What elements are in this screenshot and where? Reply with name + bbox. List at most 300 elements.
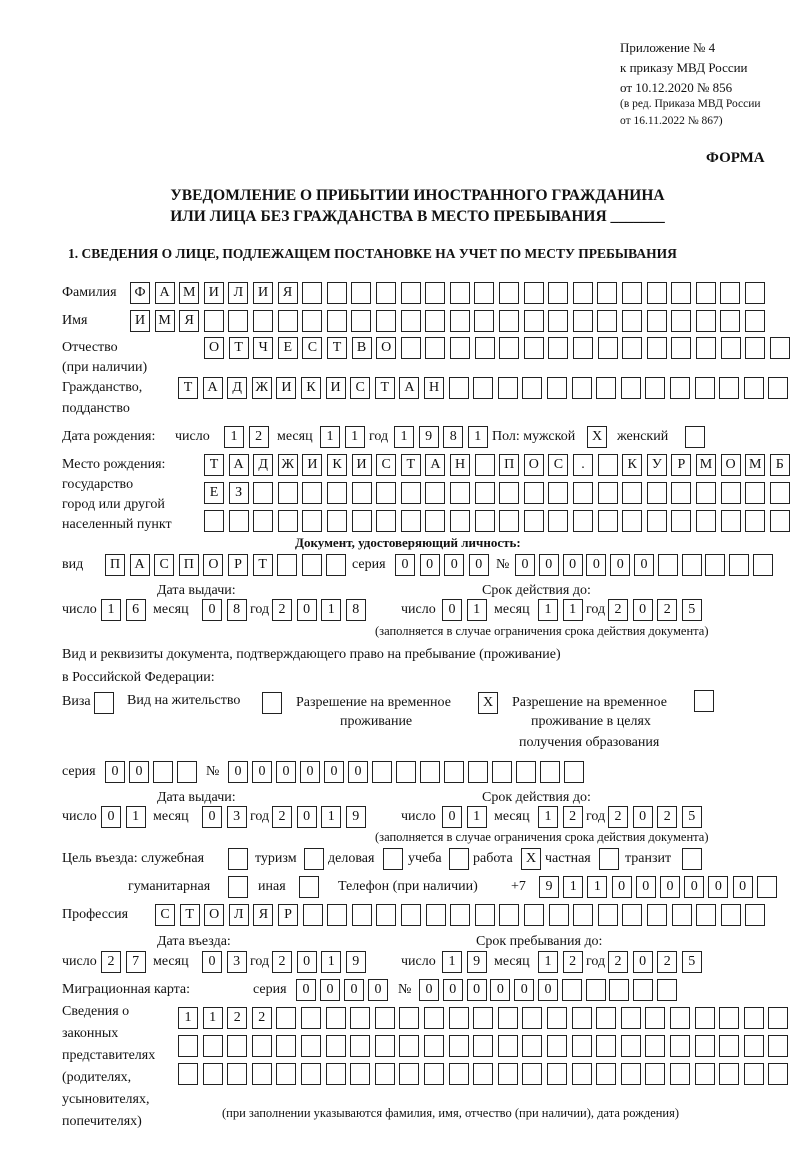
char-cell[interactable]: 8 — [346, 599, 366, 621]
char-cell[interactable] — [573, 310, 593, 332]
char-cell[interactable] — [705, 554, 725, 576]
char-cell[interactable] — [573, 337, 593, 359]
char-cell[interactable] — [327, 310, 347, 332]
char-cell[interactable]: 0 — [684, 876, 704, 898]
char-cell[interactable]: М — [745, 454, 765, 476]
char-cell[interactable] — [475, 454, 495, 476]
char-cell[interactable]: 1 — [563, 599, 583, 621]
char-cell[interactable]: Т — [204, 454, 224, 476]
char-cell[interactable] — [720, 310, 740, 332]
char-cell[interactable]: 1 — [394, 426, 414, 448]
char-cell[interactable]: 0 — [708, 876, 728, 898]
char-cell[interactable]: К — [327, 454, 347, 476]
char-cell[interactable]: И — [352, 454, 372, 476]
char-cell[interactable]: О — [204, 337, 224, 359]
char-cell[interactable]: 0 — [633, 599, 653, 621]
char-cell[interactable]: 2 — [249, 426, 269, 448]
char-cell[interactable] — [227, 1035, 247, 1057]
char-cell[interactable] — [721, 337, 741, 359]
char-cell[interactable] — [682, 554, 702, 576]
char-cell[interactable] — [768, 1007, 788, 1029]
char-cell[interactable] — [425, 482, 445, 504]
char-cell[interactable]: 0 — [442, 806, 462, 828]
char-cell[interactable]: 8 — [443, 426, 463, 448]
char-cell[interactable]: О — [376, 337, 396, 359]
char-cell[interactable] — [622, 904, 642, 926]
char-cell[interactable]: 0 — [296, 979, 316, 1001]
char-cell[interactable] — [228, 310, 248, 332]
char-cell[interactable] — [564, 761, 584, 783]
char-cell[interactable] — [745, 482, 765, 504]
char-cell[interactable] — [744, 377, 764, 399]
char-cell[interactable] — [350, 1063, 370, 1085]
char-cell[interactable]: Т — [375, 377, 395, 399]
char-cell[interactable] — [178, 1035, 198, 1057]
char-cell[interactable]: 0 — [202, 951, 222, 973]
char-cell[interactable]: С — [302, 337, 322, 359]
char-cell[interactable] — [301, 1007, 321, 1029]
char-cell[interactable]: 0 — [444, 554, 464, 576]
char-cell[interactable] — [744, 1063, 764, 1085]
char-cell[interactable] — [375, 1063, 395, 1085]
char-cell[interactable]: 0 — [633, 806, 653, 828]
char-cell[interactable] — [682, 848, 702, 870]
char-cell[interactable] — [696, 337, 716, 359]
char-cell[interactable] — [498, 1035, 518, 1057]
char-cell[interactable] — [522, 1063, 542, 1085]
char-cell[interactable] — [547, 1063, 567, 1085]
char-cell[interactable] — [645, 377, 665, 399]
char-cell[interactable]: 9 — [467, 951, 487, 973]
char-cell[interactable] — [548, 510, 568, 532]
char-cell[interactable]: . — [573, 454, 593, 476]
char-cell[interactable]: А — [155, 282, 175, 304]
char-cell[interactable]: 1 — [467, 599, 487, 621]
char-cell[interactable] — [352, 510, 372, 532]
char-cell[interactable] — [685, 426, 705, 448]
char-cell[interactable] — [401, 904, 421, 926]
char-cell[interactable] — [262, 692, 282, 714]
char-cell[interactable]: 1 — [321, 806, 341, 828]
char-cell[interactable] — [498, 1007, 518, 1029]
char-cell[interactable]: 1 — [563, 876, 583, 898]
char-cell[interactable] — [425, 337, 445, 359]
char-cell[interactable] — [396, 761, 416, 783]
char-cell[interactable] — [474, 310, 494, 332]
char-cell[interactable] — [573, 282, 593, 304]
char-cell[interactable] — [450, 904, 470, 926]
char-cell[interactable] — [475, 337, 495, 359]
char-cell[interactable] — [153, 761, 173, 783]
char-cell[interactable] — [278, 510, 298, 532]
char-cell[interactable] — [745, 904, 765, 926]
char-cell[interactable]: 5 — [682, 951, 702, 973]
char-cell[interactable] — [376, 482, 396, 504]
char-cell[interactable] — [302, 510, 322, 532]
char-cell[interactable] — [473, 377, 493, 399]
char-cell[interactable]: 0 — [202, 599, 222, 621]
char-cell[interactable] — [499, 337, 519, 359]
char-cell[interactable] — [671, 482, 691, 504]
char-cell[interactable]: Д — [253, 454, 273, 476]
char-cell[interactable] — [278, 310, 298, 332]
char-cell[interactable] — [671, 282, 691, 304]
char-cell[interactable]: С — [154, 554, 174, 576]
char-cell[interactable] — [757, 876, 777, 898]
char-cell[interactable]: 0 — [320, 979, 340, 1001]
char-cell[interactable]: 1 — [321, 599, 341, 621]
char-cell[interactable]: 6 — [126, 599, 146, 621]
char-cell[interactable] — [450, 510, 470, 532]
char-cell[interactable] — [327, 282, 347, 304]
char-cell[interactable]: 5 — [682, 599, 702, 621]
char-cell[interactable] — [671, 310, 691, 332]
char-cell[interactable]: А — [425, 454, 445, 476]
char-cell[interactable] — [770, 510, 790, 532]
char-cell[interactable]: З — [229, 482, 249, 504]
char-cell[interactable]: 0 — [348, 761, 368, 783]
char-cell[interactable]: Ж — [252, 377, 272, 399]
char-cell[interactable] — [376, 282, 396, 304]
char-cell[interactable]: 0 — [300, 761, 320, 783]
char-cell[interactable] — [696, 282, 716, 304]
char-cell[interactable] — [548, 282, 568, 304]
char-cell[interactable]: Ж — [278, 454, 298, 476]
char-cell[interactable]: 0 — [539, 554, 559, 576]
char-cell[interactable]: Т — [229, 337, 249, 359]
char-cell[interactable] — [645, 1063, 665, 1085]
char-cell[interactable] — [547, 377, 567, 399]
char-cell[interactable] — [227, 1063, 247, 1085]
char-cell[interactable] — [203, 1035, 223, 1057]
char-cell[interactable] — [449, 1063, 469, 1085]
char-cell[interactable]: Р — [278, 904, 298, 926]
char-cell[interactable] — [229, 510, 249, 532]
char-cell[interactable]: 0 — [733, 876, 753, 898]
char-cell[interactable] — [327, 482, 347, 504]
char-cell[interactable]: 0 — [660, 876, 680, 898]
char-cell[interactable]: 1 — [126, 806, 146, 828]
char-cell[interactable] — [475, 482, 495, 504]
char-cell[interactable] — [647, 482, 667, 504]
char-cell[interactable] — [475, 904, 495, 926]
char-cell[interactable]: Т — [327, 337, 347, 359]
char-cell[interactable]: 1 — [320, 426, 340, 448]
char-cell[interactable]: Н — [450, 454, 470, 476]
char-cell[interactable] — [768, 1035, 788, 1057]
char-cell[interactable] — [228, 848, 248, 870]
char-cell[interactable]: 1 — [538, 599, 558, 621]
char-cell[interactable]: 1 — [587, 876, 607, 898]
char-cell[interactable]: 0 — [276, 761, 296, 783]
char-cell[interactable]: А — [229, 454, 249, 476]
char-cell[interactable] — [277, 554, 297, 576]
char-cell[interactable] — [473, 1035, 493, 1057]
char-cell[interactable] — [622, 282, 642, 304]
char-cell[interactable] — [596, 377, 616, 399]
char-cell[interactable] — [303, 904, 323, 926]
char-cell[interactable] — [203, 1063, 223, 1085]
char-cell[interactable]: И — [204, 282, 224, 304]
char-cell[interactable]: 0 — [442, 599, 462, 621]
char-cell[interactable]: 1 — [467, 806, 487, 828]
char-cell[interactable] — [745, 310, 765, 332]
char-cell[interactable] — [326, 1035, 346, 1057]
char-cell[interactable] — [621, 1007, 641, 1029]
char-cell[interactable] — [522, 1007, 542, 1029]
char-cell[interactable] — [376, 904, 396, 926]
char-cell[interactable] — [633, 979, 653, 1001]
char-cell[interactable] — [695, 1007, 715, 1029]
char-cell[interactable] — [177, 761, 197, 783]
char-cell[interactable] — [744, 1035, 764, 1057]
char-cell[interactable] — [420, 761, 440, 783]
char-cell[interactable] — [304, 848, 324, 870]
char-cell[interactable] — [745, 282, 765, 304]
char-cell[interactable] — [327, 904, 347, 926]
char-cell[interactable]: X — [478, 692, 498, 714]
char-cell[interactable]: 0 — [395, 554, 415, 576]
char-cell[interactable] — [622, 337, 642, 359]
char-cell[interactable] — [696, 310, 716, 332]
char-cell[interactable] — [695, 1063, 715, 1085]
char-cell[interactable] — [573, 482, 593, 504]
char-cell[interactable]: Р — [671, 454, 691, 476]
char-cell[interactable]: X — [587, 426, 607, 448]
char-cell[interactable] — [301, 1035, 321, 1057]
char-cell[interactable] — [301, 1063, 321, 1085]
char-cell[interactable] — [276, 1007, 296, 1029]
char-cell[interactable] — [327, 510, 347, 532]
char-cell[interactable] — [302, 482, 322, 504]
char-cell[interactable]: 0 — [467, 979, 487, 1001]
char-cell[interactable] — [599, 848, 619, 870]
char-cell[interactable]: Я — [253, 904, 273, 926]
char-cell[interactable]: Т — [180, 904, 200, 926]
char-cell[interactable] — [647, 510, 667, 532]
char-cell[interactable] — [350, 1035, 370, 1057]
char-cell[interactable] — [694, 690, 714, 712]
char-cell[interactable] — [622, 310, 642, 332]
char-cell[interactable] — [450, 310, 470, 332]
char-cell[interactable] — [721, 904, 741, 926]
char-cell[interactable]: 5 — [682, 806, 702, 828]
char-cell[interactable]: М — [155, 310, 175, 332]
char-cell[interactable] — [499, 482, 519, 504]
char-cell[interactable] — [524, 904, 544, 926]
char-cell[interactable] — [622, 482, 642, 504]
char-cell[interactable] — [671, 510, 691, 532]
char-cell[interactable] — [721, 482, 741, 504]
char-cell[interactable]: С — [350, 377, 370, 399]
char-cell[interactable] — [499, 282, 519, 304]
char-cell[interactable]: 9 — [346, 951, 366, 973]
char-cell[interactable] — [745, 337, 765, 359]
char-cell[interactable] — [351, 282, 371, 304]
char-cell[interactable] — [647, 282, 667, 304]
char-cell[interactable]: Л — [228, 282, 248, 304]
char-cell[interactable]: 0 — [344, 979, 364, 1001]
char-cell[interactable] — [770, 482, 790, 504]
char-cell[interactable]: Я — [278, 282, 298, 304]
char-cell[interactable] — [383, 848, 403, 870]
char-cell[interactable] — [204, 510, 224, 532]
char-cell[interactable]: 2 — [252, 1007, 272, 1029]
char-cell[interactable] — [450, 282, 470, 304]
char-cell[interactable] — [522, 377, 542, 399]
char-cell[interactable]: 1 — [538, 951, 558, 973]
char-cell[interactable] — [729, 554, 749, 576]
char-cell[interactable]: X — [521, 848, 541, 870]
char-cell[interactable] — [744, 1007, 764, 1029]
char-cell[interactable]: Т — [178, 377, 198, 399]
char-cell[interactable] — [572, 1007, 592, 1029]
char-cell[interactable] — [598, 904, 618, 926]
char-cell[interactable] — [719, 1035, 739, 1057]
char-cell[interactable]: 0 — [324, 761, 344, 783]
char-cell[interactable]: 3 — [227, 951, 247, 973]
char-cell[interactable]: 0 — [515, 554, 535, 576]
char-cell[interactable] — [424, 1063, 444, 1085]
char-cell[interactable] — [598, 482, 618, 504]
char-cell[interactable]: К — [622, 454, 642, 476]
char-cell[interactable] — [499, 904, 519, 926]
char-cell[interactable] — [352, 482, 372, 504]
char-cell[interactable] — [375, 1035, 395, 1057]
char-cell[interactable] — [401, 337, 421, 359]
char-cell[interactable]: 0 — [419, 979, 439, 1001]
char-cell[interactable]: У — [647, 454, 667, 476]
char-cell[interactable]: 0 — [634, 554, 654, 576]
char-cell[interactable] — [449, 1007, 469, 1029]
char-cell[interactable] — [573, 510, 593, 532]
char-cell[interactable] — [621, 1035, 641, 1057]
char-cell[interactable] — [450, 482, 470, 504]
char-cell[interactable] — [621, 1063, 641, 1085]
char-cell[interactable] — [252, 1035, 272, 1057]
char-cell[interactable] — [547, 1035, 567, 1057]
char-cell[interactable] — [609, 979, 629, 1001]
char-cell[interactable] — [351, 310, 371, 332]
char-cell[interactable]: 2 — [608, 951, 628, 973]
char-cell[interactable]: А — [130, 554, 150, 576]
char-cell[interactable]: Д — [227, 377, 247, 399]
char-cell[interactable] — [586, 979, 606, 1001]
char-cell[interactable] — [695, 377, 715, 399]
char-cell[interactable] — [720, 282, 740, 304]
char-cell[interactable] — [426, 904, 446, 926]
char-cell[interactable] — [695, 1035, 715, 1057]
char-cell[interactable]: 1 — [224, 426, 244, 448]
char-cell[interactable]: 0 — [514, 979, 534, 1001]
char-cell[interactable]: Я — [179, 310, 199, 332]
char-cell[interactable]: Н — [424, 377, 444, 399]
char-cell[interactable] — [299, 876, 319, 898]
char-cell[interactable]: 0 — [636, 876, 656, 898]
char-cell[interactable]: 3 — [227, 806, 247, 828]
char-cell[interactable]: 0 — [252, 761, 272, 783]
char-cell[interactable] — [645, 1007, 665, 1029]
char-cell[interactable] — [302, 310, 322, 332]
char-cell[interactable] — [94, 692, 114, 714]
char-cell[interactable]: 0 — [443, 979, 463, 1001]
char-cell[interactable]: 2 — [563, 951, 583, 973]
char-cell[interactable] — [468, 761, 488, 783]
char-cell[interactable]: 2 — [608, 806, 628, 828]
char-cell[interactable] — [562, 979, 582, 1001]
char-cell[interactable]: С — [155, 904, 175, 926]
char-cell[interactable] — [425, 310, 445, 332]
char-cell[interactable] — [524, 482, 544, 504]
char-cell[interactable] — [401, 482, 421, 504]
char-cell[interactable] — [647, 904, 667, 926]
char-cell[interactable]: 0 — [563, 554, 583, 576]
char-cell[interactable]: И — [326, 377, 346, 399]
char-cell[interactable]: 1 — [178, 1007, 198, 1029]
char-cell[interactable]: П — [179, 554, 199, 576]
char-cell[interactable]: 2 — [101, 951, 121, 973]
char-cell[interactable] — [719, 1063, 739, 1085]
char-cell[interactable] — [424, 1035, 444, 1057]
char-cell[interactable]: 0 — [297, 951, 317, 973]
char-cell[interactable] — [670, 1007, 690, 1029]
char-cell[interactable] — [516, 761, 536, 783]
char-cell[interactable]: 7 — [126, 951, 146, 973]
char-cell[interactable]: 1 — [442, 951, 462, 973]
char-cell[interactable]: М — [696, 454, 716, 476]
char-cell[interactable] — [253, 310, 273, 332]
char-cell[interactable] — [499, 310, 519, 332]
char-cell[interactable]: О — [204, 904, 224, 926]
char-cell[interactable] — [399, 1063, 419, 1085]
char-cell[interactable] — [449, 848, 469, 870]
char-cell[interactable] — [647, 337, 667, 359]
char-cell[interactable] — [424, 1007, 444, 1029]
char-cell[interactable] — [598, 454, 618, 476]
char-cell[interactable] — [252, 1063, 272, 1085]
char-cell[interactable]: 1 — [468, 426, 488, 448]
char-cell[interactable] — [598, 337, 618, 359]
char-cell[interactable] — [548, 337, 568, 359]
char-cell[interactable]: 0 — [297, 599, 317, 621]
char-cell[interactable]: 0 — [129, 761, 149, 783]
char-cell[interactable] — [178, 1063, 198, 1085]
char-cell[interactable]: П — [499, 454, 519, 476]
char-cell[interactable]: 2 — [657, 951, 677, 973]
char-cell[interactable]: С — [548, 454, 568, 476]
char-cell[interactable]: Л — [229, 904, 249, 926]
char-cell[interactable] — [572, 1063, 592, 1085]
char-cell[interactable] — [444, 761, 464, 783]
char-cell[interactable] — [473, 1063, 493, 1085]
char-cell[interactable] — [425, 510, 445, 532]
char-cell[interactable] — [573, 904, 593, 926]
char-cell[interactable] — [498, 1063, 518, 1085]
char-cell[interactable] — [253, 510, 273, 532]
char-cell[interactable]: К — [301, 377, 321, 399]
char-cell[interactable]: И — [253, 282, 273, 304]
char-cell[interactable] — [450, 337, 470, 359]
char-cell[interactable] — [278, 482, 298, 504]
char-cell[interactable]: 0 — [469, 554, 489, 576]
char-cell[interactable]: 1 — [538, 806, 558, 828]
char-cell[interactable] — [745, 510, 765, 532]
char-cell[interactable] — [658, 554, 678, 576]
char-cell[interactable] — [768, 1063, 788, 1085]
char-cell[interactable]: 1 — [203, 1007, 223, 1029]
char-cell[interactable] — [449, 377, 469, 399]
char-cell[interactable] — [670, 377, 690, 399]
